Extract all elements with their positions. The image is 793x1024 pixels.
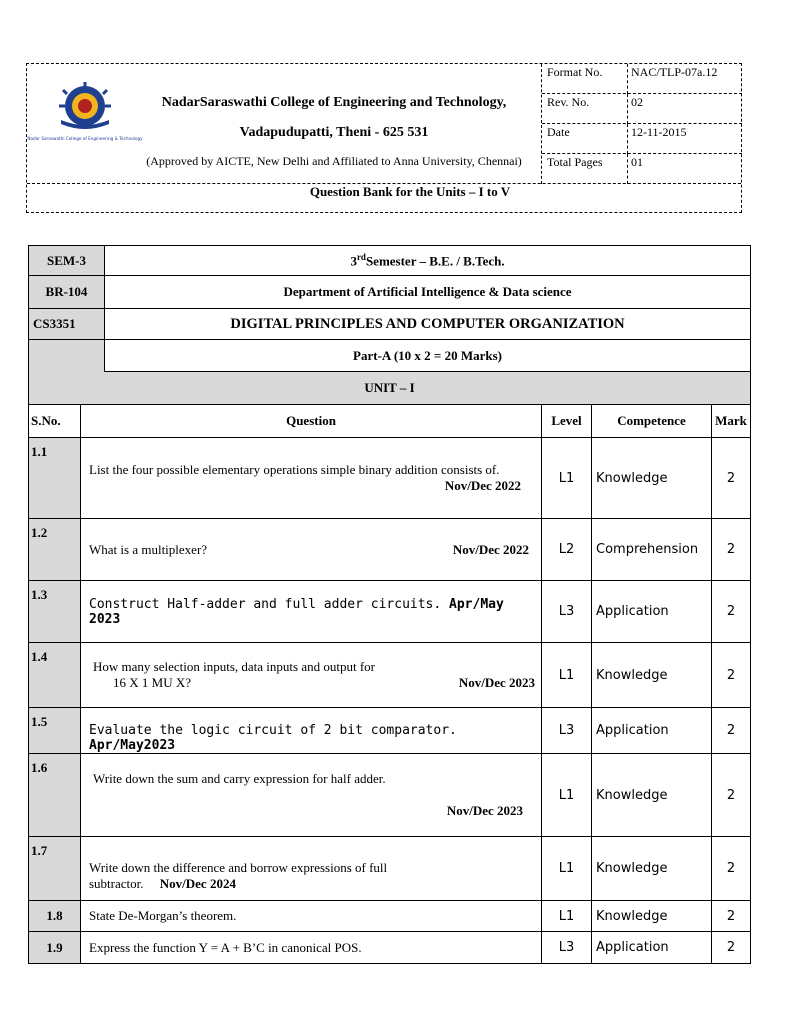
table-row: 1.3 Construct Half-adder and full adder circuits. Apr/May 2023 L3 Application 2 [29, 581, 751, 643]
col-competence: Competence [592, 405, 712, 438]
logo-text: Nadar Saraswathi College of Engineering & Technology [27, 136, 143, 141]
question-text: Express the function Y = A + B’C in canonical POS. [81, 932, 542, 964]
col-sno: S.No. [29, 405, 81, 438]
sem-code: SEM-3 [29, 246, 105, 276]
table-row: 1.2 What is a multiplexer? Nov/Dec 2022 L2 Comprehension 2 [29, 519, 751, 581]
question-text: What is a multiplexer? Nov/Dec 2022 [81, 519, 542, 581]
table-row: 1.1 List the four possible elementary operations simple binary addition consists of. Nov/Dec 2022 L1 Knowledge 2 [29, 438, 751, 519]
col-question: Question [81, 405, 542, 438]
col-mark: Mark [712, 405, 751, 438]
college-approval: (Approved by AICTE, New Delhi and Affiliated to Anna University, Chennai) [146, 154, 522, 168]
table-row: 1.7 Write down the difference and borrow expressions of full subtractor. Nov/Dec 2024 L1 Knowledge 2 [29, 837, 751, 901]
unit-row [29, 372, 751, 405]
part-heading: Part-A (10 x 2 = 20 Marks) [105, 340, 751, 372]
document-header [26, 63, 742, 213]
semester-title: 3rdSemester – B.E. / B.Tech. [105, 246, 751, 276]
question-text: State De-Morgan’s theorem. [81, 901, 542, 932]
meta-row: Total Pages 01 [542, 154, 742, 184]
subtitle-bar [27, 183, 741, 213]
table-row: 1.9 Express the function Y = A + B’C in canonical POS. L3 Application 2 [29, 932, 751, 964]
meta-row: Rev. No. 02 [542, 94, 742, 124]
college-info [27, 64, 541, 184]
question-text: List the four possible elementary operations simple binary addition consists of. Nov/Dec 2022 [81, 438, 542, 519]
course-row [29, 309, 751, 340]
table-row: 1.4 How many selection inputs, data inputs and output for 16 X 1 MU X? Nov/Dec 2023 L1 Knowledge 2 [29, 643, 751, 708]
question-text: Construct Half-adder and full adder circuits. Apr/May 2023 [81, 581, 542, 643]
table-row: 1.5 Evaluate the logic circuit of 2 bit comparator. Apr/May2023 L3 Application 2 [29, 708, 751, 754]
question-text: Write down the sum and carry expression for half adder. Nov/Dec 2023 [81, 754, 542, 837]
meta-row: Format No. NAC/TLP-07a.12 [542, 64, 742, 94]
meta-row: Date 12-11-2015 [542, 124, 742, 154]
question-bank-title: Question Bank for the Units – I to V [309, 184, 511, 199]
table-row: 1.8 State De-Morgan’s theorem. L1 Knowledge 2 [29, 901, 751, 932]
semester-row [29, 246, 751, 276]
question-text: Write down the difference and borrow expressions of full subtractor. Nov/Dec 2024 [81, 837, 542, 901]
format-meta [541, 64, 742, 184]
course-name: DIGITAL PRINCIPLES AND COMPUTER ORGANIZATION [105, 309, 751, 340]
part-row [29, 340, 751, 372]
unit-heading: UNIT – I [29, 372, 751, 405]
course-code: CS3351 [29, 309, 105, 340]
question-text: Evaluate the logic circuit of 2 bit comparator. Apr/May2023 [81, 708, 542, 754]
college-logo-icon [27, 80, 143, 150]
question-bank-table [28, 245, 751, 964]
branch-row [29, 276, 751, 309]
column-header-row [29, 405, 751, 438]
branch-code: BR-104 [29, 276, 105, 309]
college-name: NadarSaraswathi College of Engineering and Technology, [161, 95, 507, 110]
col-level: Level [542, 405, 592, 438]
department-name: Department of Artificial Intelligence & Data science [105, 276, 751, 309]
college-location: Vadapudupatti, Theni - 625 531 [239, 125, 429, 140]
table-row: 1.6 Write down the sum and carry expression for half adder. Nov/Dec 2023 L1 Knowledge 2 [29, 754, 751, 837]
question-text: How many selection inputs, data inputs and output for 16 X 1 MU X? Nov/Dec 2023 [81, 643, 542, 708]
